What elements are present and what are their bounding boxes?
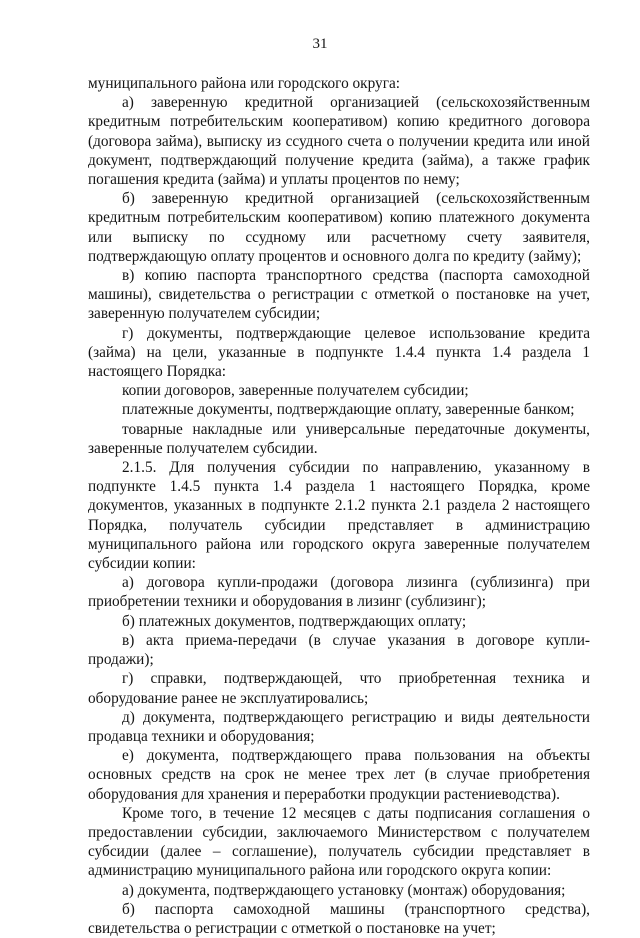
paragraph: а) договора купли-продажи (договора лизинга (сублизинга) при приобретении техники и оборудования в лизинг (сублизинг); xyxy=(88,574,590,611)
paragraph: д) документа, подтверждающего регистрацию и виды деятельности продавца техники и оборудования; xyxy=(88,708,590,745)
paragraph: Кроме того, в течение 12 месяцев с даты подписания соглашения о предоставлении субсидии, заключаемого Министерством с получателем субсидии (далее – соглашение), получатель субсидии представляет в администрацию муниципального района или городского округа копии: xyxy=(88,804,590,880)
paragraph: платежные документы, подтверждающие оплату, заверенные банком; xyxy=(122,401,575,419)
paragraph: 2.1.5. Для получения субсидии по направлению, указанному в подпункте 1.4.5 пункта 1.4 раздела 1 настоящего Порядка, кроме документов, указанных в подпункте 2.1.2 пункта 2.1 раздела 2 настоящего Порядка, получатель субсидии представляет в администрацию муниципального района или городского округа заверенные получателем субсидии копии: xyxy=(88,459,590,573)
paragraph: в) копию паспорта транспортного средства (паспорта самоходной машины), свидетельства о регистрации с отметкой о постановке на учет, заверенную получателем субсидии; xyxy=(88,267,590,323)
page-number: 31 xyxy=(312,36,328,52)
document-body xyxy=(88,74,590,938)
paragraph: а) заверенную кредитной организацией (сельскохозяйственным кредитным потребительским кооперативом) копию кредитного договора (договора займа), выписку из ссудного счета о получении кредита или иной документ, подтверждающий получение кредита (займа), а также график погашения кредита (займа) и уплаты процентов по нему; xyxy=(88,94,590,189)
paragraph: в) акта приема-передачи (в случае указания в договоре купли-продажи); xyxy=(88,631,590,669)
paragraph: г) справки, подтверждающей, что приобретенная техника и оборудование ранее не эксплуатировались; xyxy=(88,670,590,707)
paragraph: муниципального района или городского округа: xyxy=(88,75,401,92)
paragraph: копии договоров, заверенные получателем субсидии; xyxy=(122,382,469,400)
paragraph: б) паспорта самоходной машины (транспортного средства), свидетельства о регистрации с отметкой о постановке на учет; xyxy=(88,900,590,937)
paragraph: б) заверенную кредитной организацией (сельскохозяйственным кредитным потребительским кооперативом) копию платежного документа или выписку по ссудному или расчетному счету заявителя, подтверждающую оплату процентов и основного долга по кредиту (займу); xyxy=(88,190,590,265)
paragraph: б) платежных документов, подтверждающих оплату; xyxy=(122,612,467,630)
paragraph: г) документы, подтверждающие целевое использование кредита (займа) на цели, указанные в подпункте 1.4.4 пункта 1.4 раздела 1 настоящего Порядка: xyxy=(88,324,590,381)
paragraph: а) документа, подтверждающего установку (монтаж) оборудования; xyxy=(122,881,566,899)
paragraph: товарные накладные или универсальные передаточные документы, заверенные получателем субсидии. xyxy=(88,420,590,457)
paragraph: е) документа, подтверждающего права пользования на объекты основных средств на срок не менее трех лет (в случае приобретения оборудования для хранения и переработки продукции растениеводства). xyxy=(88,747,590,803)
